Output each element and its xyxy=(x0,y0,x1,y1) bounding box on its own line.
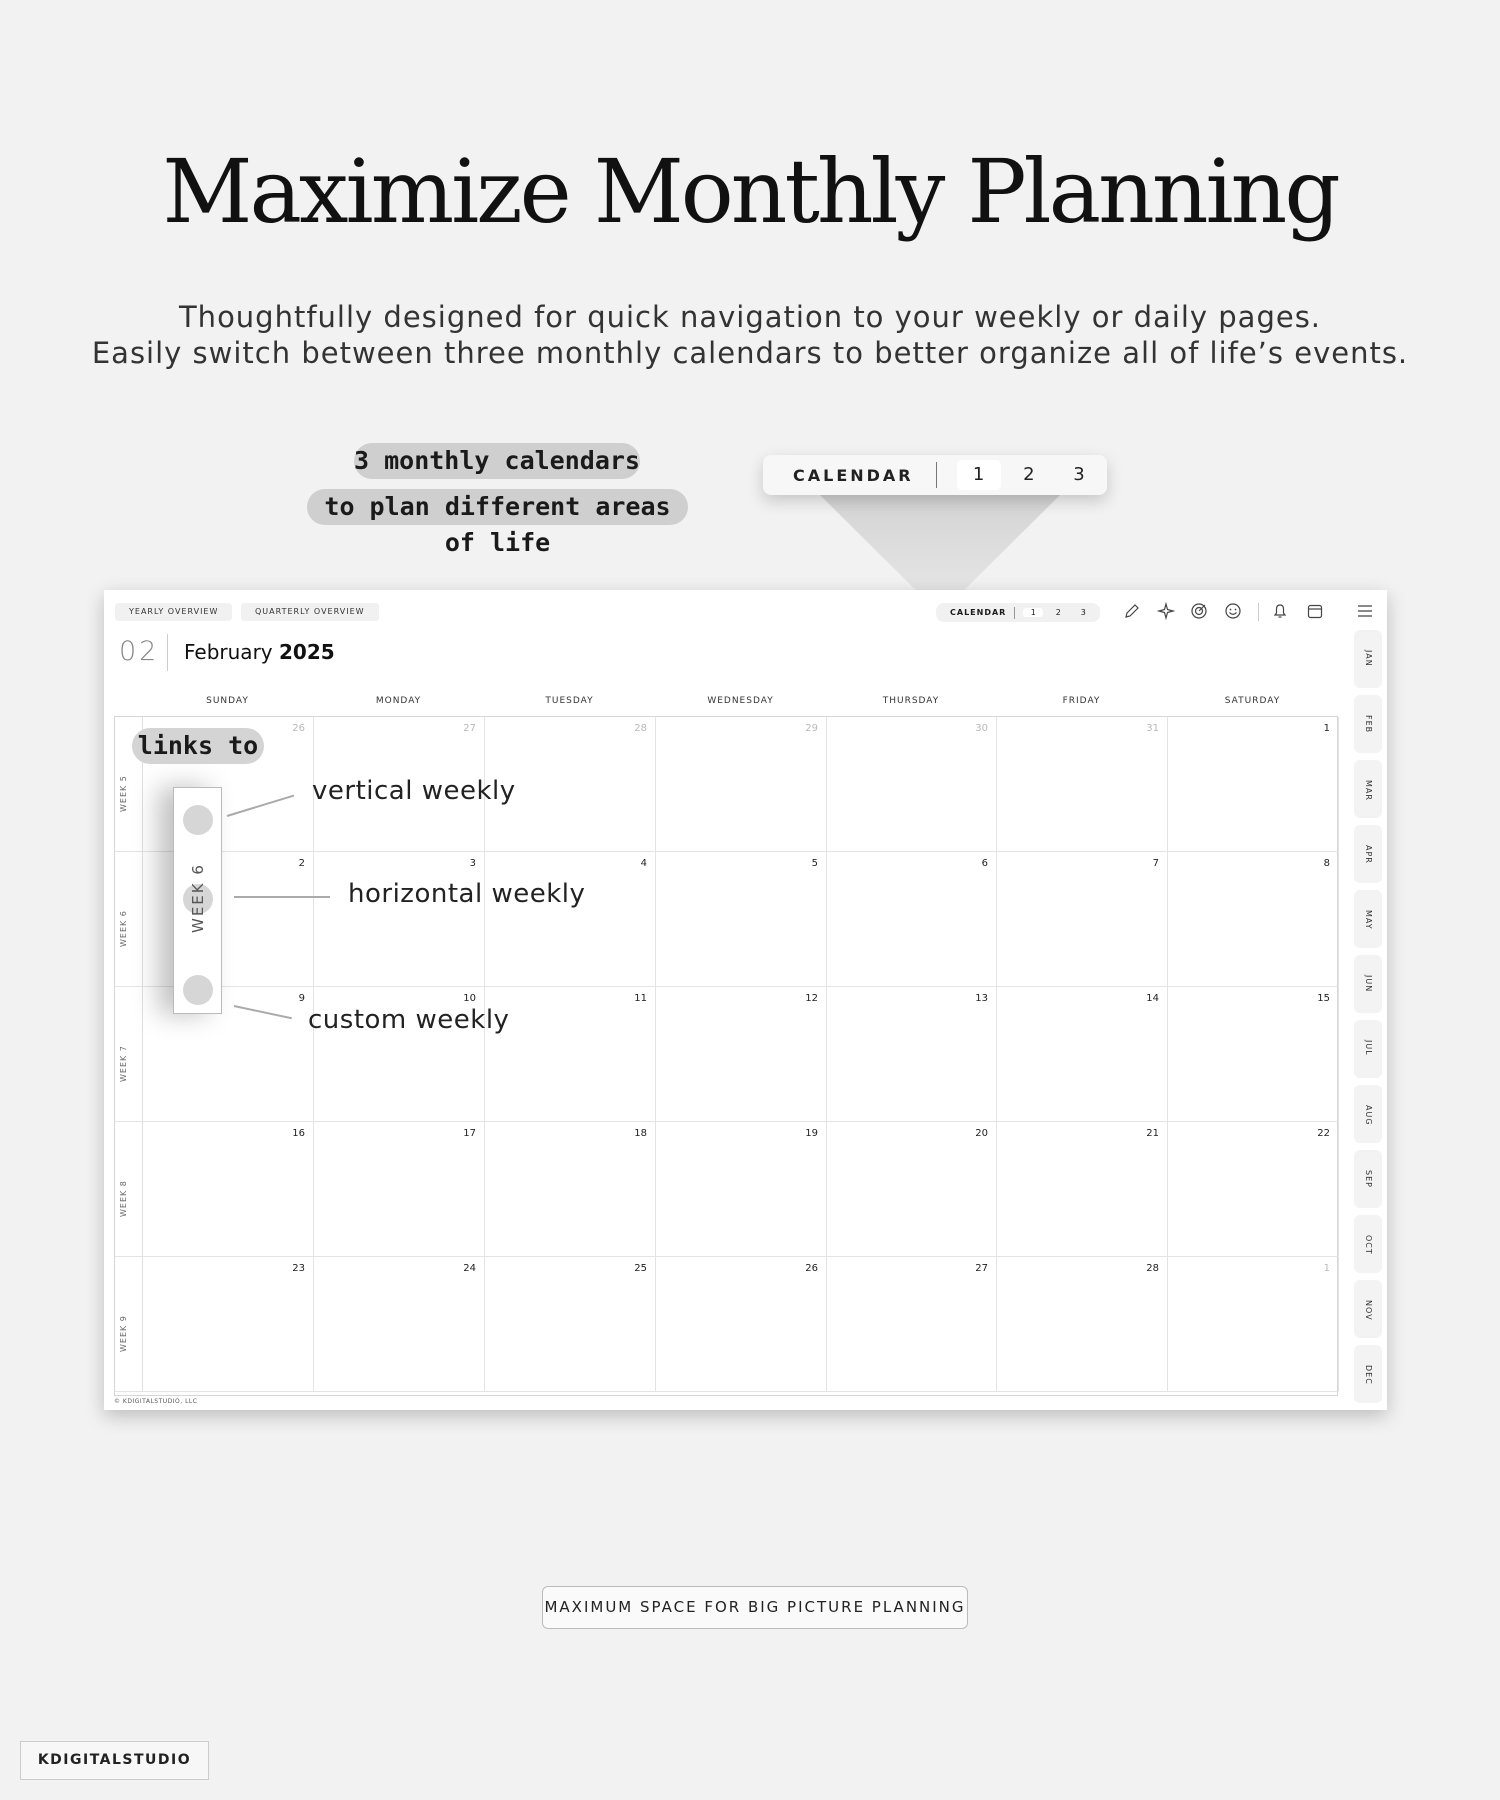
month-tab-sep[interactable] xyxy=(1354,1150,1382,1208)
month-tab-feb[interactable] xyxy=(1354,695,1382,753)
day-cell[interactable] xyxy=(143,1257,314,1392)
day-number: 27 xyxy=(463,723,476,734)
note-pill-1: 3 monthly calendars xyxy=(354,443,640,479)
day-number: 11 xyxy=(634,993,647,1004)
month-tab-label: JUN xyxy=(1364,975,1373,993)
day-cell[interactable] xyxy=(143,987,314,1122)
custom-weekly-link[interactable] xyxy=(183,975,213,1005)
day-cell[interactable] xyxy=(1168,717,1339,852)
day-cell[interactable] xyxy=(1168,1122,1339,1257)
calendar-icon[interactable] xyxy=(1305,602,1325,622)
day-cell[interactable] xyxy=(314,852,485,987)
subtitle-line-2: Easily switch between three monthly calendars to better organize all of life’s events. xyxy=(91,336,1409,370)
day-number: 4 xyxy=(640,858,647,869)
week-label: WEEK 7 xyxy=(119,1045,128,1082)
day-cell[interactable] xyxy=(485,852,656,987)
day-cell[interactable] xyxy=(485,987,656,1122)
divider xyxy=(167,634,168,671)
day-number: 16 xyxy=(292,1128,305,1139)
month-tab-dec[interactable] xyxy=(1354,1345,1382,1403)
day-number: 24 xyxy=(463,1263,476,1274)
day-number: 21 xyxy=(1146,1128,1159,1139)
day-number: 6 xyxy=(981,858,988,869)
day-number: 22 xyxy=(1317,1128,1330,1139)
day-number: 8 xyxy=(1323,858,1330,869)
calendar-option-3[interactable]: 3 xyxy=(1073,464,1085,485)
weekday-header: SATURDAY xyxy=(1224,696,1281,706)
month-tab-label: OCT xyxy=(1364,1235,1373,1255)
day-number: 1 xyxy=(1323,1263,1330,1274)
month-tab-label: AUG xyxy=(1364,1105,1373,1126)
month-tab-label: MAY xyxy=(1364,910,1373,930)
tab-quarterly-overview[interactable]: QUARTERLY OVERVIEW xyxy=(241,603,379,621)
day-cell[interactable] xyxy=(656,717,827,852)
smiley-icon[interactable] xyxy=(1223,602,1243,622)
month-tab-label: MAR xyxy=(1364,780,1373,801)
bell-icon[interactable] xyxy=(1270,602,1290,622)
calendar-option-1[interactable]: 1 xyxy=(957,460,1001,490)
day-cell[interactable] xyxy=(827,1257,997,1392)
target-icon[interactable] xyxy=(1189,602,1209,622)
day-number: 20 xyxy=(975,1128,988,1139)
month-tab-label: NOV xyxy=(1364,1300,1373,1321)
menu-icon[interactable] xyxy=(1355,602,1375,622)
week-number-link[interactable] xyxy=(115,1122,143,1257)
copyright: © KDIGITALSTUDIO, LLC xyxy=(114,1398,198,1405)
mini-calendar-option-2[interactable]: 2 xyxy=(1055,608,1061,617)
day-number: 27 xyxy=(975,1263,988,1274)
weekday-header: WEDNESDAY xyxy=(707,696,774,706)
headline: Maximize Monthly Planning xyxy=(162,140,1338,243)
sparkle-icon[interactable] xyxy=(1156,602,1176,622)
mini-calendar-option-1[interactable]: 1 xyxy=(1023,608,1043,617)
day-number: 28 xyxy=(634,723,647,734)
weekday-header: SUNDAY xyxy=(206,696,249,706)
month-tab-jul[interactable] xyxy=(1354,1020,1382,1078)
annotation-custom-weekly: custom weekly xyxy=(308,1005,510,1035)
week-label: WEEK 8 xyxy=(119,1180,128,1217)
day-number: 18 xyxy=(634,1128,647,1139)
day-number: 15 xyxy=(1317,993,1330,1004)
day-cell[interactable] xyxy=(997,852,1168,987)
day-cell[interactable] xyxy=(827,1122,997,1257)
day-cell[interactable] xyxy=(656,1122,827,1257)
month-tab-may[interactable] xyxy=(1354,890,1382,948)
month-tab-label: SEP xyxy=(1364,1170,1373,1188)
links-to-pill: links to xyxy=(132,728,264,764)
day-cell[interactable] xyxy=(827,987,997,1122)
pencil-icon[interactable] xyxy=(1122,602,1142,622)
weekday-header: TUESDAY xyxy=(545,696,594,706)
weekday-header: MONDAY xyxy=(375,696,422,706)
day-cell[interactable] xyxy=(485,1122,656,1257)
month-tab-jan[interactable] xyxy=(1354,630,1382,688)
divider xyxy=(1014,607,1015,619)
month-tab-apr[interactable] xyxy=(1354,825,1382,883)
divider xyxy=(936,462,937,488)
month-tab-mar[interactable] xyxy=(1354,760,1382,818)
week-card-label: WEEK 6 xyxy=(189,863,207,933)
day-cell[interactable] xyxy=(656,852,827,987)
day-cell[interactable] xyxy=(314,1122,485,1257)
day-cell[interactable] xyxy=(143,852,314,987)
day-number: 7 xyxy=(1152,858,1159,869)
annotation-vertical-weekly: vertical weekly xyxy=(312,776,516,806)
mini-calendar-switcher xyxy=(936,603,1100,622)
day-cell[interactable] xyxy=(485,1257,656,1392)
day-cell[interactable] xyxy=(143,1122,314,1257)
week-number-link[interactable] xyxy=(115,852,143,987)
day-number: 19 xyxy=(805,1128,818,1139)
month-tab-label: JUL xyxy=(1364,1040,1373,1056)
day-cell[interactable] xyxy=(827,717,997,852)
day-cell[interactable] xyxy=(656,1257,827,1392)
calendar-switcher-label: CALENDAR xyxy=(793,465,914,485)
day-cell[interactable] xyxy=(997,987,1168,1122)
leader-line xyxy=(234,896,330,898)
vertical-weekly-link[interactable] xyxy=(183,805,213,835)
month-grid xyxy=(114,716,1338,1396)
month-year: 2025 xyxy=(278,640,335,664)
month-tab-label: FEB xyxy=(1364,715,1373,734)
calendar-switcher-callout xyxy=(763,455,1107,495)
day-number: 5 xyxy=(811,858,818,869)
weekday-header: FRIDAY xyxy=(1062,696,1101,706)
month-number: 02 xyxy=(119,636,160,667)
month-tab-label: DEC xyxy=(1364,1365,1373,1385)
month-tab-jun[interactable] xyxy=(1354,955,1382,1013)
day-number: 26 xyxy=(805,1263,818,1274)
day-number: 29 xyxy=(805,723,818,734)
mini-calendar-option-3[interactable]: 3 xyxy=(1080,608,1086,617)
day-number: 10 xyxy=(463,993,476,1004)
day-number: 14 xyxy=(1146,993,1159,1004)
tab-yearly-overview[interactable]: YEARLY OVERVIEW xyxy=(115,603,232,621)
day-number: 1 xyxy=(1323,723,1330,734)
day-number: 13 xyxy=(975,993,988,1004)
note-pill-2: to plan different areas of life xyxy=(307,489,688,525)
mini-calendar-label: CALENDAR xyxy=(950,608,1007,617)
brand-badge: KDIGITALSTUDIO xyxy=(20,1741,209,1780)
day-number: 25 xyxy=(634,1263,647,1274)
day-cell[interactable] xyxy=(1168,987,1339,1122)
day-cell[interactable] xyxy=(1168,852,1339,987)
day-cell[interactable] xyxy=(997,1257,1168,1392)
bottom-caption-pill: MAXIMUM SPACE FOR BIG PICTURE PLANNING xyxy=(542,1586,968,1629)
day-cell[interactable] xyxy=(997,1122,1168,1257)
toolbar-divider xyxy=(1258,603,1259,621)
day-number: 2 xyxy=(298,858,305,869)
month-tab-oct[interactable] xyxy=(1354,1215,1382,1273)
week-number-link[interactable] xyxy=(115,987,143,1122)
calendar-option-2[interactable]: 2 xyxy=(1023,464,1035,485)
subtitle-line-1: Thoughtfully designed for quick navigation to your weekly or daily pages. xyxy=(178,300,1322,334)
planner-page xyxy=(104,590,1387,1410)
day-number: 12 xyxy=(805,993,818,1004)
annotation-horizontal-weekly: horizontal weekly xyxy=(348,879,586,909)
day-cell[interactable] xyxy=(1168,1257,1339,1392)
week-number-link[interactable] xyxy=(115,1257,143,1392)
day-cell[interactable] xyxy=(314,1257,485,1392)
month-name: February xyxy=(184,640,273,664)
day-cell[interactable] xyxy=(656,987,827,1122)
day-number: 30 xyxy=(975,723,988,734)
day-number: 23 xyxy=(292,1263,305,1274)
month-tab-aug[interactable] xyxy=(1354,1085,1382,1143)
day-number: 26 xyxy=(292,723,305,734)
month-title xyxy=(184,640,335,664)
month-tab-nov[interactable] xyxy=(1354,1280,1382,1338)
day-cell[interactable] xyxy=(827,852,997,987)
month-tab-label: APR xyxy=(1364,845,1373,864)
day-number: 31 xyxy=(1146,723,1159,734)
day-cell[interactable] xyxy=(997,717,1168,852)
callout-beam xyxy=(820,495,1060,595)
month-tab-label: JAN xyxy=(1364,650,1373,667)
week-label: WEEK 6 xyxy=(119,910,128,947)
week-label: WEEK 5 xyxy=(119,775,128,812)
day-number: 17 xyxy=(463,1128,476,1139)
day-number: 9 xyxy=(298,993,305,1004)
week-link-card xyxy=(173,787,222,1014)
day-number: 28 xyxy=(1146,1263,1159,1274)
week-label: WEEK 9 xyxy=(119,1315,128,1352)
weekday-header: THURSDAY xyxy=(882,696,940,706)
day-number: 3 xyxy=(469,858,476,869)
